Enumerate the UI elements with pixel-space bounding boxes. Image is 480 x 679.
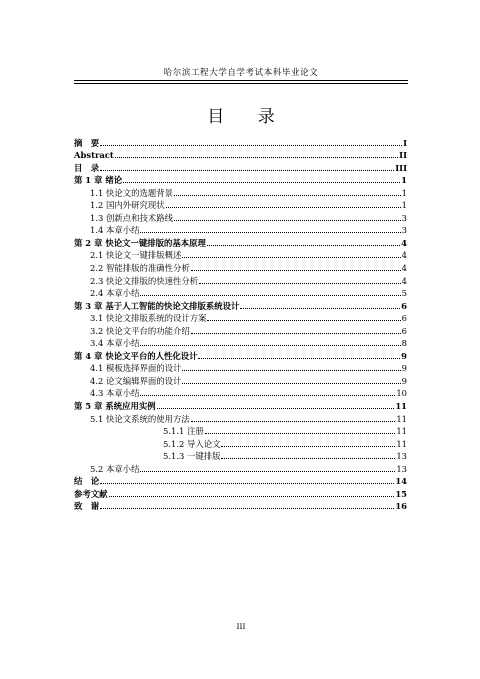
header-rule-thin <box>74 83 408 84</box>
toc-leader-dots <box>199 283 401 284</box>
toc-entry-page: 10 <box>396 388 407 399</box>
toc-entry-page: 13 <box>396 451 407 462</box>
toc-leader-dots <box>123 182 400 183</box>
toc-leader-dots <box>191 421 396 422</box>
toc-entry-label: 摘 要 <box>74 137 100 148</box>
toc-section-entry <box>74 323 407 336</box>
toc-section-entry <box>74 223 407 236</box>
toc-leader-dots <box>100 508 394 509</box>
toc-entry-label: 1.1 快论文的选题背景 <box>90 187 173 198</box>
toc-leader-dots <box>140 471 395 472</box>
toc-entry-label: 5.1.2 导入论文 <box>163 438 221 449</box>
toc-entry-page: 11 <box>396 426 407 437</box>
toc-entry-page: 4 <box>401 250 407 261</box>
toc-leader-dots <box>140 345 400 346</box>
toc-entry-page: 1 <box>401 175 407 186</box>
toc-leader-dots <box>157 408 395 409</box>
toc-chapter-entry <box>74 474 407 487</box>
toc-subsection-entry <box>74 436 407 449</box>
toc-chapter-entry <box>74 298 407 311</box>
toc-entry-label: 结 论 <box>74 476 100 487</box>
toc-entry-label: 5.1.1 注册 <box>163 426 204 437</box>
toc-leader-dots <box>207 320 400 321</box>
toc-entry-page: 15 <box>395 488 407 499</box>
toc-entry-page: 8 <box>401 338 407 349</box>
toc-entry-page: 5 <box>401 288 407 299</box>
toc-entry-page: 1 <box>401 187 407 198</box>
toc-section-entry <box>74 185 407 198</box>
toc-entry-label: 5.1 快论文系统的使用方法 <box>90 413 190 424</box>
toc-leader-dots <box>100 170 394 171</box>
header-rule-thick <box>74 80 408 81</box>
toc-leader-dots <box>100 145 402 146</box>
toc-section-entry <box>74 373 407 386</box>
toc-leader-dots <box>207 245 400 246</box>
toc-entry-page: 9 <box>401 350 407 361</box>
toc-entry-page: 3 <box>401 225 407 236</box>
toc-leader-dots <box>182 383 400 384</box>
toc-chapter-entry <box>74 499 407 512</box>
toc-entry-label: 第 5 章 系统应用实例 <box>74 401 156 412</box>
toc-leader-dots <box>140 295 400 296</box>
toc-chapter-entry <box>74 135 407 148</box>
toc-leader-dots <box>174 220 401 221</box>
toc-entry-label: 2.3 快论文排版的快速性分析 <box>90 275 199 286</box>
toc-section-entry <box>74 336 407 349</box>
toc-entry-label: 5.1.3 一键排版 <box>163 451 221 462</box>
toc-section-entry <box>74 461 407 474</box>
toc-entry-label: 3.1 快论文排版系统的设计方案 <box>90 313 207 324</box>
toc-entry-page: 4 <box>401 263 407 274</box>
toc-section-entry <box>74 198 407 211</box>
toc-leader-dots <box>140 232 400 233</box>
toc-entry-label: 2.1 快论文一键排版概述 <box>90 250 182 261</box>
toc-entry-page: I <box>403 137 407 148</box>
toc-entry-page: 13 <box>396 463 407 474</box>
toc-entry-page: 6 <box>401 313 407 324</box>
toc-leader-dots <box>240 308 400 309</box>
toc-entry-label: 5.2 本章小结 <box>90 463 140 474</box>
toc-entry-label: 第 2 章 快论文一键排版的基本原理 <box>74 237 206 248</box>
toc-section-entry <box>74 386 407 399</box>
toc-entry-label: 2.4 本章小结 <box>90 288 140 299</box>
toc-leader-dots <box>166 207 401 208</box>
toc-section-entry <box>74 411 407 424</box>
toc-section-entry <box>74 210 407 223</box>
toc-entry-page: 4 <box>401 237 407 248</box>
toc-section-entry <box>74 311 407 324</box>
toc-chapter-entry <box>74 398 407 411</box>
toc-leader-dots <box>140 395 395 396</box>
toc-subsection-entry <box>74 449 407 462</box>
toc-entry-label: 1.3 创新点和技术路线 <box>90 212 173 223</box>
toc-entry-page: II <box>399 150 407 161</box>
toc-entry-page: 14 <box>395 476 407 487</box>
toc-entry-label: 第 3 章 基于人工智能的快论文排版系统设计 <box>74 300 240 311</box>
toc-entry-page: 11 <box>395 401 407 412</box>
toc-entry-label: 第 4 章 快论文平台的人性化设计 <box>74 350 198 361</box>
toc-leader-dots <box>115 157 398 158</box>
toc-chapter-entry <box>74 148 407 161</box>
toc-entry-label: 4.1 模板选择界面的设计 <box>90 363 182 374</box>
toc-section-entry <box>74 260 407 273</box>
toc-leader-dots <box>205 433 396 434</box>
toc-chapter-entry <box>74 348 407 361</box>
toc-entry-page: 1 <box>401 200 407 211</box>
toc-entry-page: 6 <box>401 300 407 311</box>
toc-chapter-entry <box>74 235 407 248</box>
toc-entry-label: 4.3 本章小结 <box>90 388 140 399</box>
toc-section-entry <box>74 248 407 261</box>
toc-entry-page: 11 <box>396 438 407 449</box>
toc-entry-label: 第 1 章 绪论 <box>74 175 123 186</box>
toc-leader-dots <box>100 483 394 484</box>
toc-subsection-entry <box>74 424 407 437</box>
toc-entry-label: 3.4 本章小结 <box>90 338 140 349</box>
toc-entry-label: Abstract <box>74 150 114 161</box>
toc-entry-page: III <box>395 162 407 173</box>
toc-leader-dots <box>221 446 395 447</box>
toc-entry-label: 1.2 国内外研究现状 <box>90 200 165 211</box>
toc-entry-page: 9 <box>401 363 407 374</box>
toc-section-entry <box>74 273 407 286</box>
page-title: 目 录 <box>207 107 289 127</box>
toc-entry-page: 9 <box>401 375 407 386</box>
toc-entry-label: 2.2 智能排版的准确性分析 <box>90 263 190 274</box>
toc-entry-page: 6 <box>401 325 407 336</box>
toc-entry-page: 3 <box>401 212 407 223</box>
toc-entry-page: 16 <box>395 501 407 512</box>
toc-chapter-entry <box>74 486 407 499</box>
toc-leader-dots <box>221 458 395 459</box>
toc-leader-dots <box>174 195 401 196</box>
toc-chapter-entry <box>74 173 407 186</box>
toc-chapter-entry <box>74 160 407 173</box>
running-header: 哈尔滨工程大学自学考试本科毕业论文 <box>163 68 319 78</box>
toc-leader-dots <box>182 257 400 258</box>
toc-entry-label: 4.2 论文编辑界面的设计 <box>90 375 182 386</box>
toc-section-entry <box>74 361 407 374</box>
toc-section-entry <box>74 286 407 299</box>
toc-leader-dots <box>109 496 395 497</box>
table-of-contents <box>74 135 407 511</box>
toc-leader-dots <box>191 333 401 334</box>
toc-entry-label: 1.4 本章小结 <box>90 225 140 236</box>
toc-entry-label: 3.2 快论文平台的功能介绍 <box>90 325 190 336</box>
toc-leader-dots <box>198 358 400 359</box>
toc-entry-page: 11 <box>396 413 407 424</box>
toc-leader-dots <box>191 270 401 271</box>
toc-entry-label: 致 谢 <box>74 501 100 512</box>
toc-leader-dots <box>182 370 400 371</box>
toc-entry-page: 4 <box>401 275 407 286</box>
toc-entry-label: 目 录 <box>74 162 100 173</box>
toc-entry-label: 参考文献 <box>74 488 108 499</box>
page-number: III <box>236 622 246 631</box>
